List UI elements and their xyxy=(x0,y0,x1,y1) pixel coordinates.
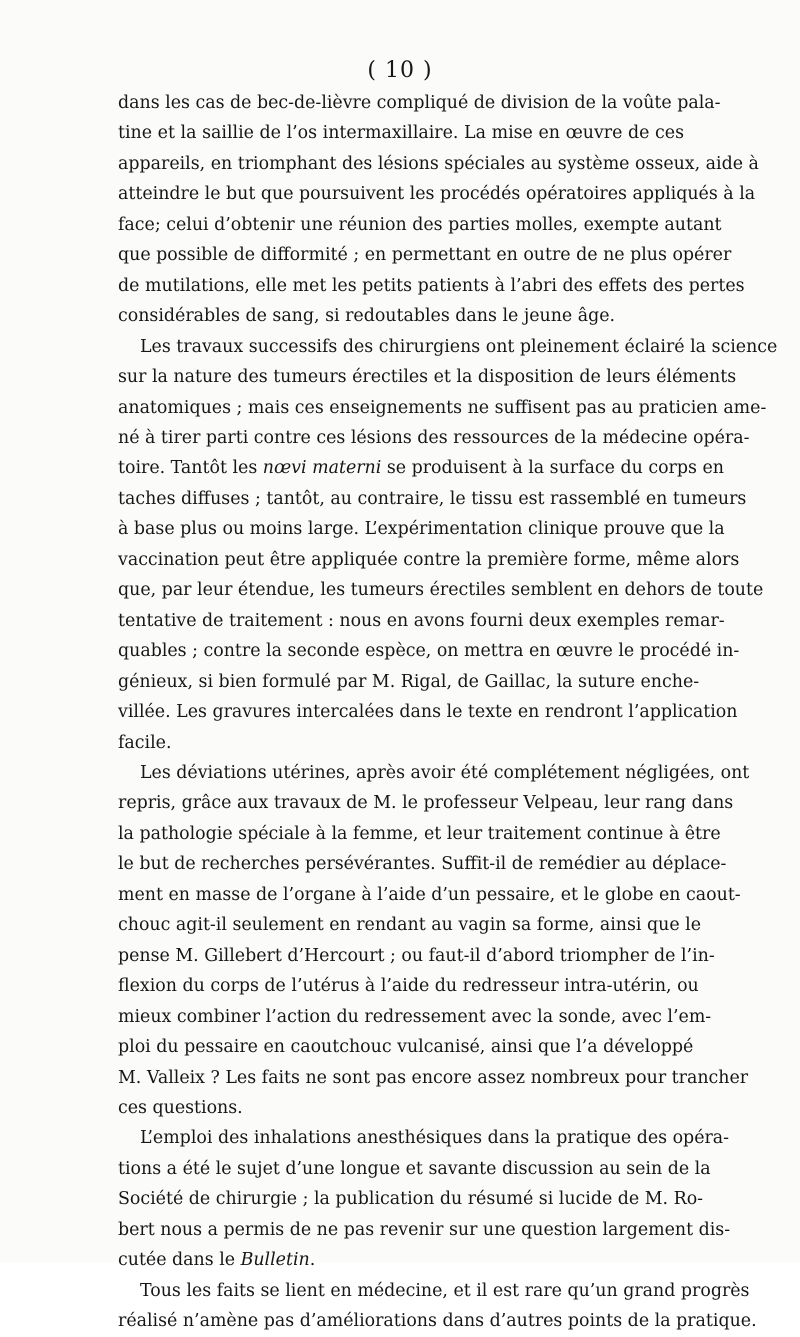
text-line: Les travaux successifs des chirurgiens ont pleinement éclairé la science xyxy=(140,336,778,357)
text-line: à base plus ou moins large. L’expérimentation clinique prouve que la xyxy=(118,519,725,540)
text-line: le but de recherches persévérantes. Suffit-il de remédier au déplace- xyxy=(118,854,727,875)
text-line: villée. Les gravures intercalées dans le texte en rendront l’application xyxy=(118,702,738,723)
text-run: cutée dans le xyxy=(118,1250,241,1271)
text-line: M. Valleix ? Les faits ne sont pas encore assez nombreux pour trancher xyxy=(118,1067,749,1088)
text-line: bert nous a permis de ne pas revenir sur une question largement dis- xyxy=(118,1219,731,1240)
text-line: dans les cas de bec-de-lièvre compliqué de division de la voûte pala- xyxy=(118,93,721,113)
italic-term: Bulletin xyxy=(240,1250,310,1271)
text-line: atteindre le but que poursuivent les procédés opératoires appliqués à la xyxy=(118,184,756,205)
text-run: . xyxy=(309,1250,316,1271)
text-line: que, par leur étendue, les tumeurs érectiles semblent en dehors de toute xyxy=(118,580,764,601)
italic-term: nœvi materni xyxy=(262,458,382,479)
text-line: taches diffuses ; tantôt, au contraire, le tissu est rassemblé en tumeurs xyxy=(118,488,747,509)
text-line: flexion du corps de l’utérus à l’aide du redresseur intra-utérin, ou xyxy=(118,976,699,997)
text-run: se produisent à la surface du corps en xyxy=(381,458,724,479)
text-line: réalisé n’amène pas d’améliorations dans d’autres points de la pratique. xyxy=(118,1311,757,1332)
text-line: Les déviations utérines, après avoir été complétement négligées, ont xyxy=(140,762,750,783)
text-line: ces questions. xyxy=(118,1097,243,1118)
body-text xyxy=(118,88,778,1337)
text-line: vaccination peut être appliquée contre la première forme, même alors xyxy=(118,549,740,570)
text-line xyxy=(118,453,724,483)
text-line: L’emploi des inhalations anesthésiques dans la pratique des opéra- xyxy=(140,1128,730,1149)
text-line xyxy=(118,1245,684,1275)
text-run: toire. Tantôt les xyxy=(118,458,263,479)
text-line: ploi du pessaire en caoutchouc vulcanisé, ainsi que l’a développé xyxy=(118,1037,694,1058)
text-line: que possible de difformité ; en permettant en outre de ne plus opérer xyxy=(118,245,732,266)
paragraph-3 xyxy=(118,758,750,1123)
text-line: considérables de sang, si redoutables dans le jeune âge. xyxy=(118,306,616,327)
text-line: génieux, si bien formulé par M. Rigal, de Gaillac, la suture enche- xyxy=(118,671,700,692)
text-line: la pathologie spéciale à la femme, et leur traitement continue à être xyxy=(118,823,721,844)
paragraph-5 xyxy=(118,1276,757,1337)
paragraph-4 xyxy=(118,1123,731,1275)
text-line: sur la nature des tumeurs érectiles et la disposition de leurs éléments xyxy=(118,367,737,388)
paragraph-2 xyxy=(118,332,778,758)
text-line: anatomiques ; mais ces enseignements ne suffisent pas au praticien ame- xyxy=(118,397,767,418)
text-line: de mutilations, elle met les petits patients à l’abri des effets des pertes xyxy=(118,275,745,296)
text-line: ment en masse de l’organe à l’aide d’un pessaire, et le globe en caout- xyxy=(118,884,741,905)
text-line: appareils, en triomphant des lésions spéciales au système osseux, aide à xyxy=(118,153,759,174)
text-line: tions a été le sujet d’une longue et savante discussion au sein de la xyxy=(118,1158,711,1179)
paragraph-1 xyxy=(118,88,759,332)
text-line: Société de chirurgie ; la publication du résumé si lucide de M. Ro- xyxy=(118,1189,704,1210)
text-line: Tous les faits se lient en médecine, et il est rare qu’un grand progrès xyxy=(140,1280,750,1301)
text-line: quables ; contre la seconde espèce, on mettra en œuvre le procédé in- xyxy=(118,641,740,662)
text-line: chouc agit-il seulement en rendant au vagin sa forme, ainsi que le xyxy=(118,915,702,936)
text-line: face; celui d’obtenir une réunion des parties molles, exempte autant xyxy=(118,214,722,235)
text-line: facile. xyxy=(118,732,172,753)
text-line: tine et la saillie de l’os intermaxillaire. La mise en œuvre de ces xyxy=(118,123,684,144)
text-line: né à tirer parti contre ces lésions des ressources de la médecine opéra- xyxy=(118,427,750,448)
text-line: pense M. Gillebert d’Hercourt ; ou faut-il d’abord triompher de l’in- xyxy=(118,945,715,966)
page-number: ( 10 ) xyxy=(367,58,433,83)
text-line: mieux combiner l’action du redressement avec la sonde, avec l’em- xyxy=(118,1006,712,1027)
text-line: repris, grâce aux travaux de M. le professeur Velpeau, leur rang dans xyxy=(118,793,734,814)
text-line: tentative de traitement : nous en avons fourni deux exemples remar- xyxy=(118,610,725,631)
